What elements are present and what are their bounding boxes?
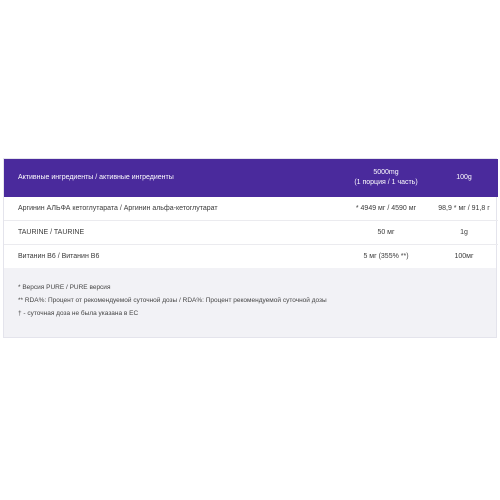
footnote-pure-version: * Версия PURE / PURE версия — [18, 284, 111, 291]
header-serving — [342, 159, 430, 197]
header-ingredient: Активные ингредиенты / активные ингредиенты — [18, 174, 174, 181]
row-serving: 5 мг (355% **) — [363, 253, 409, 260]
ingredients-table — [4, 159, 498, 268]
row-ingredient: Аргинин АЛЬФА кетоглутарата / Аргинин альфа-кетоглутарат — [4, 197, 342, 221]
row-ingredient: TAURINE / TAURINE — [4, 221, 342, 245]
table-row — [4, 221, 498, 245]
footnote-daily-dose: † - суточная доза не была указана в ЕС — [18, 310, 139, 317]
header-serving-portion: (1 порция / 1 часть) — [354, 179, 418, 186]
row-per-100g: 1g — [430, 221, 498, 245]
table-row — [4, 197, 498, 221]
header-serving-amount: 5000mg — [373, 169, 399, 176]
table-body — [4, 197, 498, 268]
header-per-100g: 100g — [456, 174, 472, 181]
row-per-100g: 98,9 * мг / 91,8 г — [430, 197, 498, 221]
table-header — [4, 159, 498, 197]
header-row — [4, 159, 498, 197]
row-per-100g: 100мг — [454, 253, 474, 260]
row-ingredient: Витанин B6 / Витанин B6 — [18, 253, 100, 260]
supplement-facts-panel — [3, 158, 497, 338]
footnote-rda: ** RDA%: Процент от рекомендуемой суточной дозы / RDA%: Процент рекомендуемой суточной дозы — [18, 297, 327, 304]
row-serving: 50 мг — [342, 221, 430, 245]
row-serving: * 4949 мг / 4590 мг — [342, 197, 430, 221]
footnotes — [4, 268, 496, 337]
table-row — [4, 245, 498, 269]
